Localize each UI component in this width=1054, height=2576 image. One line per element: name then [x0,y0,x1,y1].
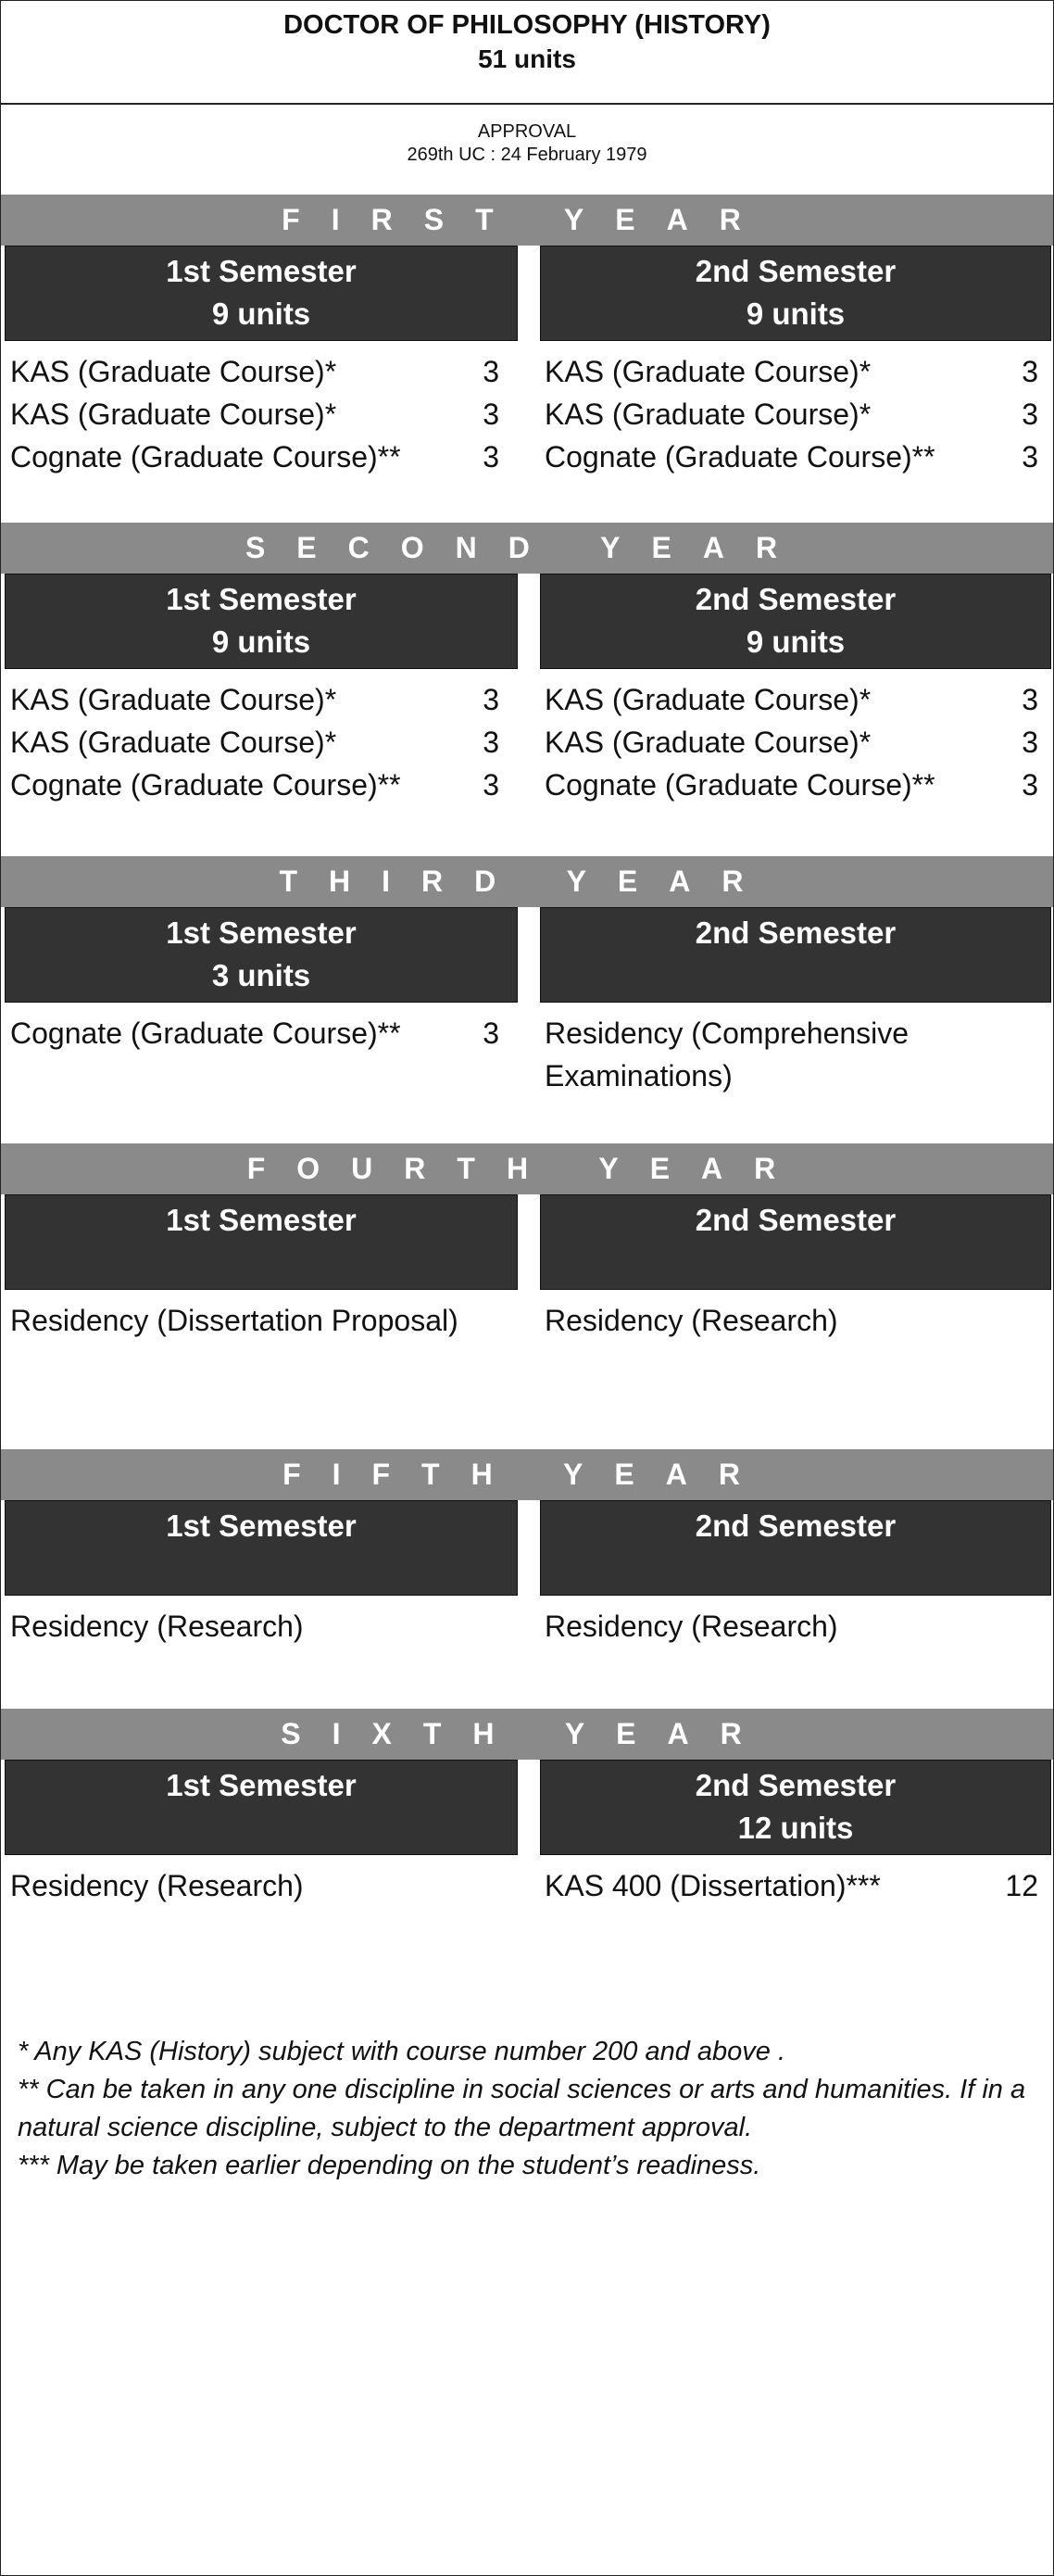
course-name: KAS (Graduate Course)* [10,683,337,716]
year-heading: SIXTH YEAR [1,1709,1053,1760]
second-semester-header [540,1194,1051,1290]
course-units: 12 [1005,1869,1038,1902]
approval-label: APPROVAL [477,121,577,142]
year-heading: SECOND YEAR [1,523,1053,574]
course-name: KAS (Graduate Course)* [545,683,872,716]
second-semester-courses [545,1012,1040,1097]
second-semester-header [540,246,1051,341]
semester-units: 9 units [746,297,846,331]
year-heading: FOURTH YEAR [1,1143,1053,1194]
second-semester-courses [545,350,1040,478]
course-row [10,678,501,721]
course-list [1,671,1053,816]
course-list [1,1004,1053,1143]
second-semester-header [540,907,1051,1003]
course-row [10,1012,501,1054]
course-name: KAS 400 (Dissertation)*** [545,1869,881,1902]
second-semester-header [540,1760,1051,1855]
course-units: 3 [1022,355,1038,388]
year-section [1,1449,1053,1736]
first-semester-courses [10,1605,501,1648]
semester-units: 12 units [737,1811,854,1845]
course-name: Cognate (Graduate Course)** [10,1017,401,1050]
course-row [545,764,1040,806]
footnote-2: ** Can be taken in any one discipline in social sciences or arts and humanities. If in a natural science discipline, subject to the department approval. [18,2075,1026,2142]
first-semester-header [5,1760,518,1855]
semester-row [1,574,1053,671]
second-semester-courses [545,1299,1040,1342]
first-semester-header [5,1194,518,1290]
year-section [1,1709,1053,1987]
course-units: 3 [1022,768,1038,802]
course-name: Residency (Comprehensive Examinations) [545,1017,910,1092]
course-list [1,1857,1053,1987]
year-section [1,856,1053,1143]
footnote-1: * Any KAS (History) subject with course number 200 and above . [18,2037,786,2066]
course-units: 3 [483,726,499,759]
semester-title: 2nd Semester [695,1768,897,1802]
second-semester-header [540,574,1051,669]
course-name: Cognate (Graduate Course)** [10,440,401,474]
year-heading: FIFTH YEAR [1,1449,1053,1500]
course-units: 3 [1022,683,1038,716]
course-row [10,393,501,436]
year-section [1,523,1053,816]
first-semester-courses [10,1864,501,1907]
semester-title: 1st Semester [166,1768,357,1802]
semester-title: 2nd Semester [695,254,897,288]
course-name: Residency (Research) [10,1869,304,1902]
course-row [545,1012,1040,1097]
course-name: KAS (Graduate Course)* [10,726,337,759]
course-name: Residency (Research) [545,1610,838,1643]
semester-row [1,907,1053,1004]
course-units: 3 [1022,398,1038,431]
second-semester-courses [545,1864,1040,1907]
course-units: 3 [483,1017,499,1050]
year-section [1,1143,1053,1449]
second-semester-header [540,1500,1051,1596]
semester-title: 2nd Semester [695,915,897,950]
first-semester-header [5,246,518,341]
course-row [545,436,1040,478]
course-name: KAS (Graduate Course)* [545,726,872,759]
semester-row [1,246,1053,343]
course-row [10,1864,501,1907]
course-row [10,350,501,393]
course-name: Cognate (Graduate Course)** [10,768,401,802]
course-units: 3 [483,440,499,474]
first-semester-courses [10,1299,501,1342]
title-block [1,1,1053,105]
year-section [1,195,1053,488]
course-row [545,350,1040,393]
course-units: 3 [483,683,499,716]
course-row [10,764,501,806]
second-semester-courses [545,1605,1040,1648]
course-row [10,1605,501,1648]
course-units: 3 [1022,726,1038,759]
course-name: Residency (Research) [10,1610,304,1643]
course-name: Residency (Research) [545,1304,838,1337]
semester-units: 3 units [211,958,311,992]
semester-title: 1st Semester [166,254,357,288]
course-name: KAS (Graduate Course)* [545,355,872,388]
approval-date: 269th UC : 24 February 1979 [407,145,647,165]
course-units: 3 [483,398,499,431]
course-name: Cognate (Graduate Course)** [545,768,935,802]
semester-title: 2nd Semester [695,1203,897,1237]
course-name: KAS (Graduate Course)* [545,398,872,431]
course-list [1,343,1053,488]
semester-row [1,1760,1053,1857]
first-semester-courses [10,1012,501,1054]
footnotes [18,2033,1036,2185]
year-heading: FIRST YEAR [1,195,1053,246]
semester-units: 9 units [211,297,311,331]
program-total-units: 51 units [478,44,576,73]
semester-title: 2nd Semester [695,582,897,616]
course-row [10,1299,501,1342]
semester-row [1,1500,1053,1597]
course-name: Residency (Dissertation Proposal) [10,1304,458,1337]
semester-title: 1st Semester [166,1203,357,1237]
course-units: 3 [1022,440,1038,474]
course-row [545,1299,1040,1342]
course-units: 3 [483,355,499,388]
approval-block [1,105,1053,194]
course-list [1,1292,1053,1449]
course-name: KAS (Graduate Course)* [10,398,337,431]
first-semester-courses [10,350,501,478]
semester-title: 2nd Semester [695,1509,897,1543]
first-semester-header [5,574,518,669]
semester-row [1,1194,1053,1292]
semester-units: 9 units [746,625,846,659]
semester-units: 9 units [211,625,311,659]
semester-title: 1st Semester [166,1509,357,1543]
course-units: 3 [483,768,499,802]
program-title: DOCTOR OF PHILOSOPHY (HISTORY) [283,10,771,40]
second-semester-courses [545,678,1040,806]
first-semester-header [5,1500,518,1596]
course-row [545,393,1040,436]
course-row [10,721,501,764]
course-row [545,678,1040,721]
year-heading: THIRD YEAR [1,856,1053,907]
course-name: KAS (Graduate Course)* [10,355,337,388]
course-row [545,1605,1040,1648]
first-semester-header [5,907,518,1003]
course-row [545,1864,1040,1907]
footnote-3: *** May be taken earlier depending on the student’s readiness. [18,2151,761,2180]
semester-title: 1st Semester [166,915,357,950]
course-row [10,436,501,478]
course-row [545,721,1040,764]
semester-title: 1st Semester [166,582,357,616]
first-semester-courses [10,678,501,806]
course-name: Cognate (Graduate Course)** [545,440,935,474]
